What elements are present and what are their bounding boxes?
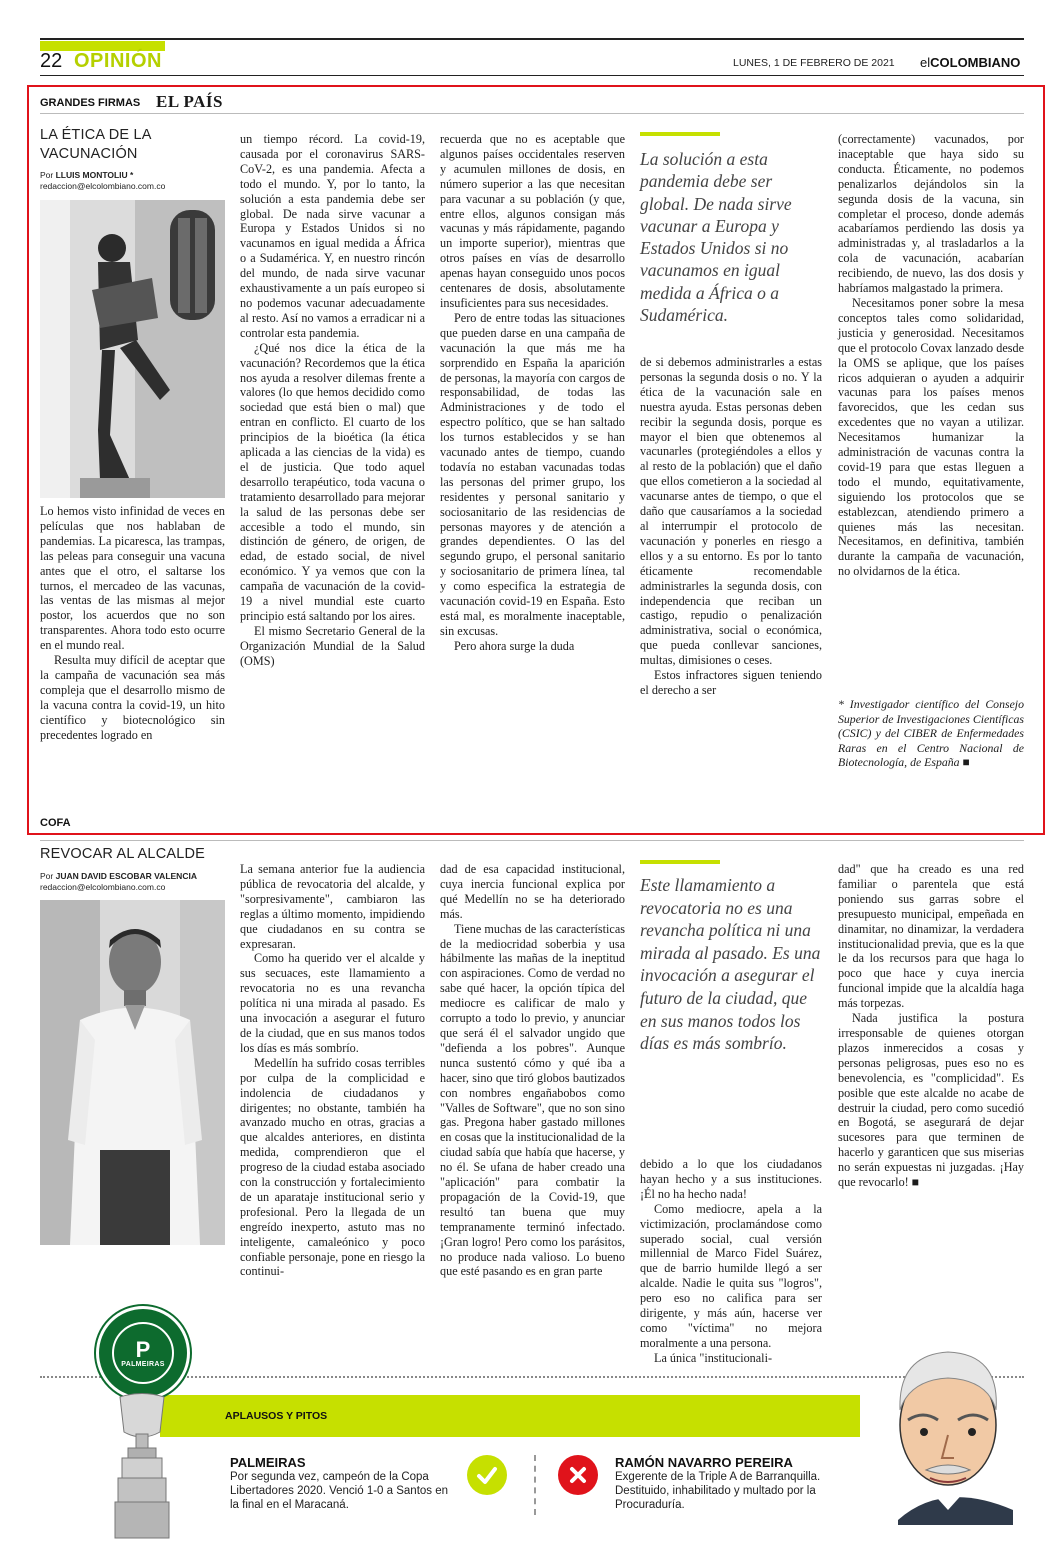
caricature-illustration bbox=[868, 1340, 1018, 1525]
author-email: redaccion@elcolombiano.com.co bbox=[40, 181, 166, 191]
badge-p-letter: P bbox=[135, 1336, 151, 1362]
paragraph: El mismo Secretario General de la Organización Mundial de la Salud (OMS) bbox=[240, 623, 425, 668]
article1-column-4 bbox=[640, 355, 822, 698]
paragraph: (correctamente) vacunados, por inaceptable que haya sido su conducta. Éticamente, no podemos penalizarlos dejándolos sin la segunda dosis de la vacuna, sin completar el proceso, donde además acabaríamos perdiendo las dosis ya administradas y, al trasladarlos a la cola de vacunación, acabarían recibiendo, de nuevo, las dos dosis y habríamos malgastado la primera. bbox=[838, 132, 1024, 296]
paragraph: Necesitamos poner sobre la mesa conceptos tales como solidaridad, justicia y generosidad. Necesitamos que el protocolo Covax lanzado desde la OMS se aplique, que los países ricos adquieran o ayuden a adquirir vacunas para los países menos favorecidos, que les cedan sus excedentes que no vayan a utilizar. Necesitamos humanizar la administración de vacunas contra la covid-19 para que estas lleguen a todo el mundo, equitativamente, siguiendo los protocolos que se establezcan, atendiendo primero a quienes más las necesitan. Necesitamos, en definitiva, también durante la campaña de vacunación, no olvidarnos de la ética. bbox=[838, 295, 1024, 579]
badge-text: PALMEIRAS bbox=[121, 1360, 165, 1368]
article1-rule bbox=[40, 113, 1024, 114]
article1-title bbox=[40, 126, 152, 164]
paragraph: recuerda que no es aceptable que algunos países occidentales reserven y acumulen millones de dosis, en número superior a las que necesitan para vacunar a su población (y que, entre ellos, algunos consigan más vacunas y más rápidamente, pagando un importe superior), mientras que otros países en vías de desarrollo apenas hayan conseguido unos pocos centenares de dosis, absolutamente insuficientes para sus necesidades. bbox=[440, 132, 625, 310]
aplausos-left-name: PALMEIRAS bbox=[230, 1455, 306, 1470]
article2-title: REVOCAR AL ALCALDE bbox=[40, 846, 206, 862]
article1-byline bbox=[40, 170, 165, 192]
paragraph: Estos infractores siguen teniendo el derecho a ser bbox=[640, 668, 822, 697]
article2-column-5 bbox=[838, 862, 1024, 1190]
paragraph: La única "institucionali- bbox=[654, 1350, 773, 1365]
article1-title-line2: VACUNACIÓN bbox=[40, 146, 138, 162]
x-icon bbox=[558, 1455, 598, 1495]
author-email: redaccion@elcolombiano.com.co bbox=[40, 882, 166, 892]
article1-column-1 bbox=[40, 504, 225, 743]
paragraph: Como mediocre, apela a la victimización, proclamándose como superado social, cual versión millennial de Marco Fidel Suárez, que de barrio humilde llegó a ser alcalde. Nadie le quita sus "logros", pero eso no califica para ser dirigente, y más aún, hacerse ver como "víctima" no mejora moralmente a una persona. bbox=[640, 1201, 822, 1350]
article2-byline bbox=[40, 871, 197, 893]
trophy-icon bbox=[112, 1392, 172, 1542]
article2-column-3 bbox=[440, 862, 625, 1279]
check-icon bbox=[467, 1455, 507, 1495]
paragraph: debido a lo que los ciudadanos hayan hecho y a sus instituciones. ¡Él no ha hecho nada! bbox=[640, 1157, 822, 1201]
section-title: OPINIÓN bbox=[74, 50, 162, 72]
aplausos-divider bbox=[534, 1455, 536, 1515]
author-name: JUAN DAVID ESCOBAR VALENCIA bbox=[55, 871, 197, 881]
article2-column-2 bbox=[240, 862, 425, 1279]
article2-rule bbox=[40, 840, 1024, 841]
brand-prefix: el bbox=[920, 55, 931, 70]
quote-accent-bar bbox=[640, 860, 720, 864]
article1-pull-quote: La solución a esta pandemia debe ser global. De nada sirve vacunar a Europa y Estados Unidos si no vacunamos en igual medida a África o a Sudamérica. bbox=[640, 149, 792, 326]
paragraph: Resulta muy difícil de aceptar que la campaña de vacunación sea más compleja que el desarrollo mismo de la vacuna contra la covid-19, un hito científico y biotecnológico sin precedentes logrado en bbox=[40, 653, 225, 742]
paragraph: de si debemos administrarles a estas personas la segunda dosis o no. Y la ética de la vacunación sale en nuestra ayuda. Estas personas deben recibir la segunda dosis, porque es mayor el bien que obtenemos al vacunarles (protegiéndoles a ellos y al resto de la población) que el daño que ellos cometieron a la sociedad al vacunarse antes de tiempo, o que el daño que causaríamos a la sociedad al interrumpir el protocolo de vacunación y ponerles en riesgo a ellos y a su entorno. Es por lo tanto éticamente recomendable administrarles la segunda dosis, con independencia que reciban un castigo, repudio o penalización administrativa, social o económica, que pueda conllevar sanciones, multas, dimisiones o ceses. bbox=[640, 355, 822, 668]
brand-name: COLOMBIANO bbox=[930, 55, 1021, 70]
dateline: LUNES, 1 DE FEBRERO DE 2021 bbox=[733, 57, 895, 69]
aplausos-left-text: Por segunda vez, campeón de la Copa Libertadores 2020. Venció 1-0 a Santos en la final en el Maracaná. bbox=[230, 1471, 449, 1511]
paragraph: Pero de entre todas las situaciones que pueden darse en una campaña de vacunación la que más me ha sorprendido en España la aparición de personas, la mayoría con cargos de responsabilidad, de todas las Administraciones y de todo el espectro político, que se han saltado los turnos establecidos y se han vacunado antes de tiempo, cuando todavía no estaban vacunadas todas las personas del primer grupo, los residentes y personal sanitario y sociosanitario de las residencias de personas mayores y de atención a grandes dependientes. O las del segundo grupo, el personal sanitario y sociosanitario de primera línea, tal y como especifica la estrategia de vacunación covid-19 en España. Esto está mal, es moralmente inaceptable, sin excusas. bbox=[440, 310, 625, 638]
paragraph: Lo hemos visto infinidad de veces en películas que nos hablaban de pandemias. La picaresca, las trampas, las peleas para conseguir una vacuna antes que el otro, el saltarse los turnos, el mercadeo de las vacunas, las ventas de las mismas al mejor postor, los acuerdos que no son transparentes. Ahora todo esto ocurre en el mundo real. bbox=[40, 504, 225, 653]
aplausos-title: APLAUSOS Y PITOS bbox=[225, 1410, 328, 1422]
paragraph: Como ha querido ver el alcalde y sus secuaces, este llamamiento a revocatoria no es una revancha política ni una mirada al pasado. Es una invocación a asegurar el futuro de la ciudad, que en sus manos todos los días es más sombrío. bbox=[240, 951, 425, 1055]
byline-prefix: Por bbox=[40, 170, 56, 180]
kicker-cofa: COFA bbox=[40, 817, 71, 829]
paragraph: un tiempo récord. La covid-19, causada por el coronavirus SARS-CoV-2, es una pandemia. Afecta a todo el mundo. Y, por lo tanto, la solución a esta pandemia debe ser global. De nada sirve vacunar a Europa y Estados Unidos si no vacunamos en igual medida a África o a Sudamérica. Y, en nuestro rincón del mundo, de nada sirve vacunar exhaustivamente a un país europeo si no podemos vacunar adecuadamente al resto. Así no vamos a erradicar ni a controlar esta pandemia. bbox=[240, 132, 425, 340]
badge-inner bbox=[112, 1322, 174, 1384]
article2-column-4 bbox=[640, 1157, 822, 1366]
paragraph: La semana anterior fue la audiencia pública de revocatoria del alcalde, y "sorpresivamente", cambiaron las reglas a último momento, impidiendo que ciudadanos en su contra se expresaran. bbox=[240, 862, 425, 951]
paragraph: dad" que ha creado es una red familiar o parentela que está poniendo sus garras sobre el presupuesto municipal, empeñada en dinamitar, no dinamizar, la verdadera institucionalidad previa, que es la que le da los recursos para que haga lo poco que hace y cuya inercia funcional impide que la alcaldía haga más torpezas. bbox=[838, 862, 1024, 1011]
author-footnote: * Investigador científico del Consejo Superior de Investigaciones Científicas (CSIC) y del CIBER de Enfermedades Raras en el Centro Nacional de Biotecnología, de España ■ bbox=[838, 697, 1024, 770]
article1-title-line1: LA ÉTICA DE LA bbox=[40, 127, 152, 143]
statue-photo bbox=[40, 200, 225, 498]
quote-accent-bar bbox=[640, 132, 720, 136]
paragraph: Nada justifica la postura irresponsable de quienes otorgan plazos inmerecidos a cosas y personas peligrosas, pues eso no es benevolencia, es "complicidad". Es posible que este alcalde no acabe de destruir la ciudad, pero como sucedió en Bogotá, se asegurará de dejar sucesores para que terminen de hacerlo y garanticen que sus miserias no serán expuestas ni juzgadas. ¡Hay que revocarlo! ■ bbox=[838, 1011, 1024, 1190]
aplausos-right-text: Exgerente de la Triple A de Barranquilla. Destituido, inhabilitado y multado por la Procuraduría. bbox=[615, 1471, 821, 1511]
kicker-grandes-firmas: GRANDES FIRMAS bbox=[40, 97, 141, 109]
paragraph: dad de esa capacidad institucional, cuya inercia funcional explica por qué Medellín no se ha deteriorado más. bbox=[440, 862, 625, 921]
article1-column-2 bbox=[240, 132, 425, 669]
article1-column-3 bbox=[440, 132, 625, 654]
aplausos-right-name: RAMÓN NAVARRO PEREIRA bbox=[615, 1455, 793, 1470]
palmeiras-badge-icon bbox=[96, 1306, 190, 1400]
article2-pull-quote: Este llamamiento a revocatoria no es una revancha política ni una mirada al pasado. Es una invocación a asegurar el futuro de la ciudad, que en sus manos todos los días es más sombrío. bbox=[640, 875, 821, 1054]
el-pais-logo: EL PAÍS bbox=[156, 92, 223, 111]
top-rule bbox=[40, 38, 1024, 40]
page-number: 22 bbox=[40, 50, 63, 72]
newspaper-brand bbox=[920, 55, 1020, 70]
author-portrait-photo bbox=[40, 900, 225, 1245]
author-name: LLUIS MONTOLIU * bbox=[55, 170, 134, 180]
paragraph: ¿Qué nos dice la ética de la vacunación? Recordemos que la ética nos ayuda a resolver dilemas frente a valores (lo que hemos decidido como sociedad que está bien o mal) que entran en conflicto. El cuarto de los principios de la bioética (la ética aplicada a las ciencias de la vida) es el de justicia. Que todo aquel desarrollo terapéutico, toda vacuna o tratamiento desarrollado para mejorar la salud de las personas debe ser accesible a todo el mundo, sin distinción de género, de origen, de edad, de estado social, de nivel económico. Y ya vemos que con la campaña de vacunación de la covid-19 a nivel mundial este cuarto principio está saltando por los aires. bbox=[240, 340, 425, 623]
paragraph: Pero ahora surge la duda bbox=[454, 638, 575, 653]
article1-column-5 bbox=[838, 132, 1024, 579]
header-rule bbox=[40, 75, 1024, 76]
paragraph: Tiene muchas de las características de la mediocridad soberbia y usa hábilmente las mañas de la ineptitud con aspiraciones. Como de verdad no sabe qué hacer, la opción típica del mediocre es calificar de malo y corrupto a todo lo previo, y anunciar que será él el salvador ungido que "defienda a los pobres". Aunque nunca sustentó cómo y qué iba a hacer, sino que tiró globos bautizados con nombres engañabobos como "Valles de Software", que no son sino gas. Pregona haber gastado millones en cosas que la institucionalidad de la ciudad sabía que había que hacerse, y no él. Se ufana de haber creado una "aplicación" para combatir la propagación de la Covid-19, que resultó tan buena que muy tempranamente terminó infectado. ¡Gran logro! Pero como los parásitos, no produce nada valioso. Lo bueno que esté pasando es en gran parte bbox=[440, 921, 625, 1279]
byline-prefix: Por bbox=[40, 871, 56, 881]
paragraph: Medellín ha sufrido cosas terribles por culpa de la complicidad e indolencia de ciudadanos y dirigentes; no obstante, también ha avanzado mucho en otras, gracias a que alcaldes anteriores, en distinta medida, comprendieron que el progreso de la ciudad estaba asociado con la construcción y fortalecimiento de un aparataje institucional serio y profesional. Pero la llegada de un engreído inexperto, astuto mas no inteligente, camaleónico y poco confiable personaje, pone en riesgo la continui- bbox=[240, 1055, 425, 1279]
